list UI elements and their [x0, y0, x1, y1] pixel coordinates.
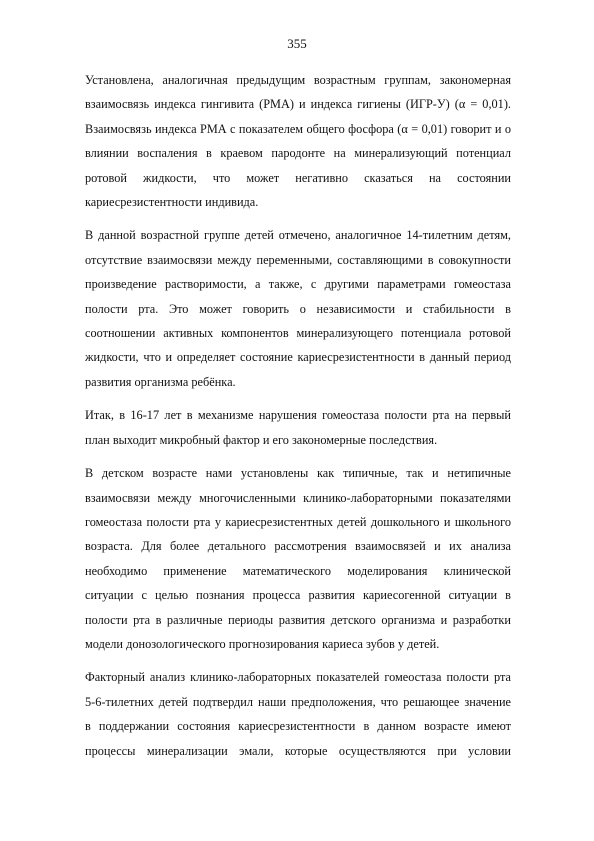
text-line: 5-6-тилетних детей подтвердил наши предположения, что решающее значение	[85, 694, 511, 709]
text-line: взаимосвязи между многочисленными клинико-лабораторными показателями	[85, 490, 511, 505]
text-line: гомеостаза полости рта у кариесрезистентных детей дошкольного и школьного	[85, 514, 511, 529]
paragraph-5	[85, 665, 511, 763]
text-line: необходимо применение математического моделирования клинической	[85, 563, 511, 578]
text-line: взаимосвязь индекса гингивита (РМА) и индекса гигиены (ИГР-У) (α = 0,01).	[85, 97, 511, 112]
text-line: кариесрезистентности индивида.	[85, 195, 259, 210]
document-body	[85, 68, 511, 772]
text-line: В детском возрасте нами установлены как типичные, так и нетипичные	[85, 466, 511, 481]
paragraph-1	[85, 68, 511, 214]
page-number: 355	[287, 36, 307, 51]
text-line: процессы минерализации эмали, которые осуществляются при условии	[85, 743, 511, 758]
text-line: ситуации с целью познания процесса развития кариесогенной ситуации в	[85, 588, 511, 603]
text-line: развития организма ребёнка.	[85, 374, 236, 389]
text-line: произведение растворимости, а также, с другими параметрами гомеостаза	[85, 277, 511, 292]
text-line: жидкости, что и определяет состояние кариесрезистентности в данный период	[85, 350, 511, 365]
text-line: Итак, в 16-17 лет в механизме нарушения гомеостаза полости рта на первый	[85, 408, 511, 423]
text-line: полости рта. Это может говорить о независимости и стабильности в	[85, 301, 511, 316]
text-line: Установлена, аналогичная предыдущим возрастным группам, закономерная	[85, 73, 511, 87]
text-line: план выходит микробный фактор и его закономерные последствия.	[85, 432, 438, 447]
text-line: модели донозологического прогнозирования кариеса зубов у детей.	[85, 636, 440, 651]
text-line: Факторный анализ клинико-лабораторных показателей гомеостаза полости рта	[85, 670, 511, 685]
paragraph-3	[85, 403, 511, 452]
text-line: отсутствие взаимосвязи между переменными, составляющими в совокупности	[85, 252, 511, 267]
paragraph-4	[85, 461, 511, 656]
text-line: соотношении активных компонентов минерализующего потенциала ротовой	[85, 326, 511, 341]
text-line: полости рта в различные периоды развития детского организма и разработки	[85, 612, 511, 627]
text-line: В данной возрастной группе детей отмечено, аналогичное 14-тилетним детям,	[85, 228, 511, 243]
text-line: в поддержании состояния кариесрезистентности в данном возрасте имеют	[85, 719, 511, 734]
text-line: влиянии воспаления в краевом пародонте на минерализующий потенциал	[85, 146, 511, 161]
text-line: Взаимосвязь индекса РМА с показателем общего фосфора (α = 0,01) говорит и о	[85, 121, 511, 136]
text-line: ротовой жидкости, что может негативно сказаться на состоянии	[85, 170, 511, 185]
paragraph-2	[85, 223, 511, 394]
text-line: возраста. Для более детального рассмотрения взаимосвязей и их анализа	[85, 539, 511, 554]
